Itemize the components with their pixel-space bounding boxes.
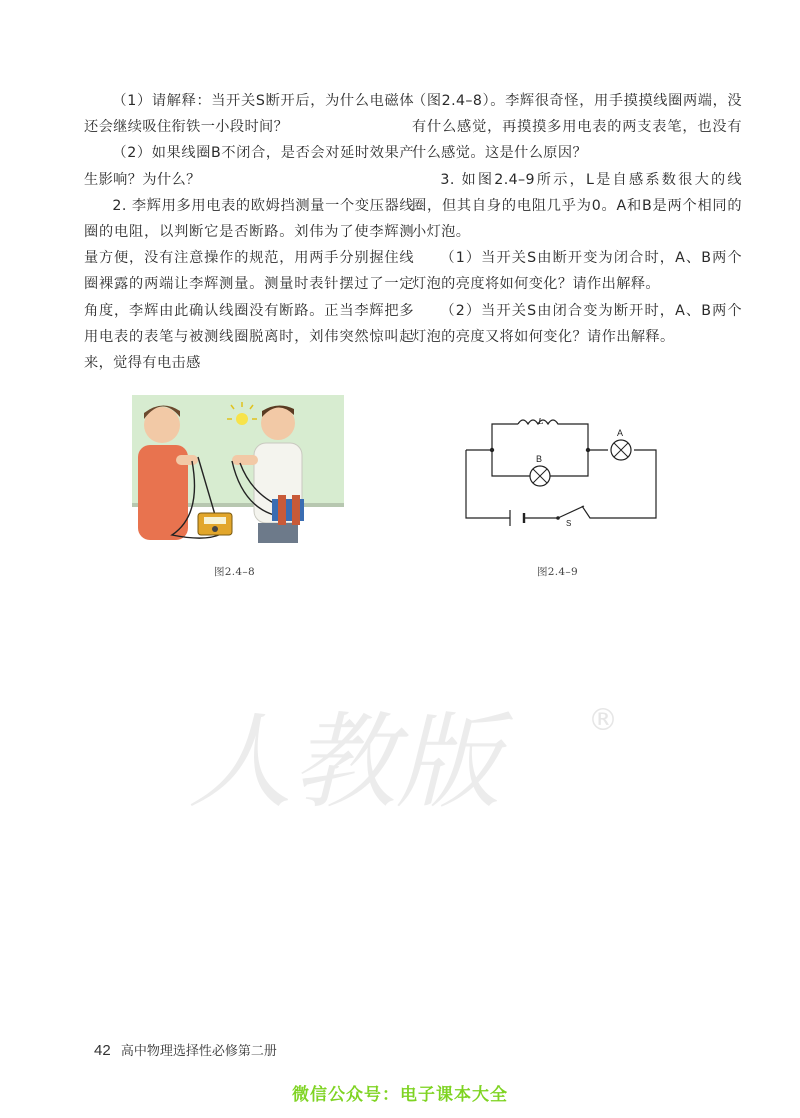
switch-s <box>556 506 584 520</box>
lamp-b <box>530 466 550 486</box>
publisher-watermark <box>178 690 638 830</box>
book-title: 高中物理选择性必修第二册 <box>120 1044 277 1059</box>
svg-text:人教版: 人教版 <box>188 701 501 823</box>
label-switch: S <box>566 519 572 526</box>
left-text-column <box>84 88 414 376</box>
label-lamp-a: A <box>617 428 624 438</box>
promo-banner: 微信公众号：电子课本大全 <box>292 1085 508 1105</box>
illustration-meter-shock <box>132 395 344 545</box>
page-number: 42 <box>94 1042 111 1059</box>
label-lamp-b: B <box>536 454 543 464</box>
question-2-continued: （图2.4–8）。李辉很奇怪，用手摸摸线圈两端，没有什么感觉，再摸摸多用电表的两支表笔，也没有什么感觉。这是什么原因？ <box>412 93 742 162</box>
question-3-1: （1）当开关S由断开变为闭合时，A、B两个灯泡的亮度将如何变化？请作出解释。 <box>412 250 742 293</box>
lamp-a <box>611 440 631 460</box>
multimeter <box>198 513 232 535</box>
question-3: 3. 如图2.4–9所示，L是自感系数很大的线圈，但其自身的电阻几乎为0。A和B是两个相同的小灯泡。 <box>412 171 742 241</box>
question-3-2: （2）当开关S由闭合变为断开时，A、B两个灯泡的亮度又将如何变化？请作出解释。 <box>412 302 742 345</box>
svg-text:®: ® <box>588 703 618 738</box>
question-2: 2. 李辉用多用电表的欧姆挡测量一个变压器线圈的电阻，以判断它是否断路。刘伟为了使李辉测量方便，没有注意操作的规范，用两手分别握住线圈裸露的两端让李辉测量。测量时表针摆过了一定角度，李辉由此确认线圈没有断路。正当李辉把多用电表的表笔与被测线圈脱离时，刘伟突然惊叫起来，觉得有电击感 <box>84 197 414 372</box>
right-text-column <box>412 88 742 350</box>
battery <box>510 510 524 526</box>
figure-caption-left: 图2.4–8 <box>214 566 255 578</box>
figure-caption-right: 图2.4–9 <box>537 566 578 578</box>
question-1-1: （1）请解释：当开关S断开后，为什么电磁体还会继续吸住衔铁一小段时间？ <box>84 93 414 136</box>
question-1-2: （2）如果线圈B不闭合，是否会对延时效果产生影响？为什么？ <box>84 145 414 188</box>
transformer-coil <box>272 495 304 525</box>
page-footer <box>94 1040 277 1059</box>
label-inductor: L <box>538 418 544 427</box>
circuit-diagram <box>462 418 660 526</box>
